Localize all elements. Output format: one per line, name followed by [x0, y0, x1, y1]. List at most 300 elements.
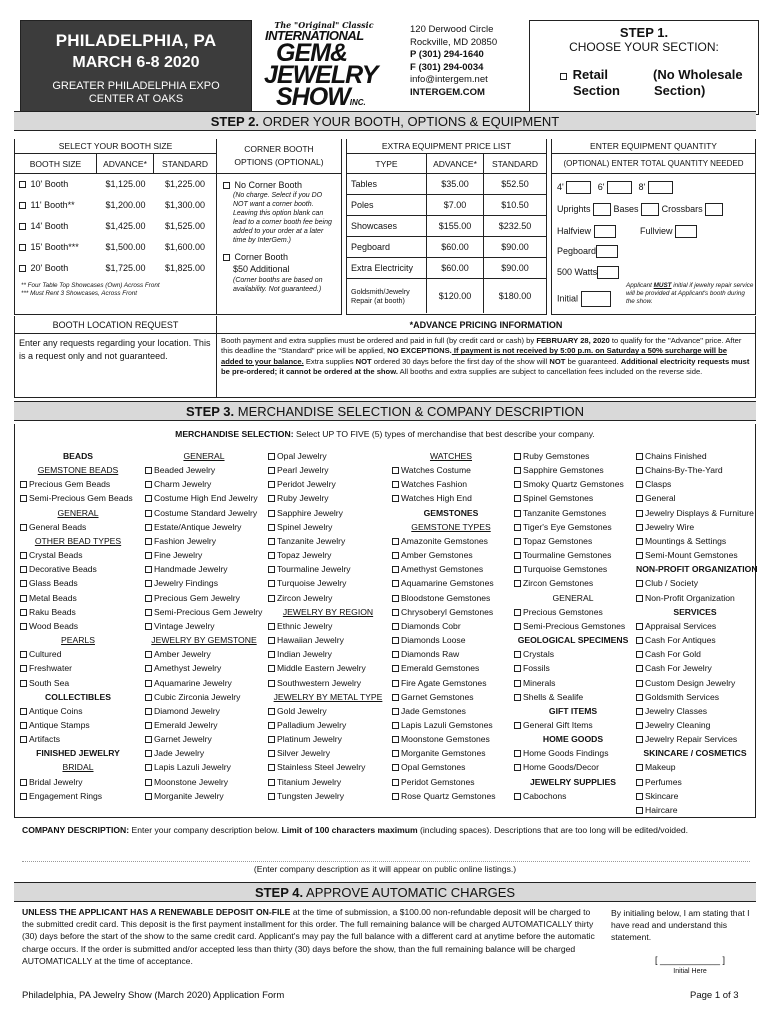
checkbox[interactable]: [514, 623, 521, 630]
checkbox[interactable]: [514, 609, 521, 616]
checkbox[interactable]: [268, 736, 275, 743]
checkbox[interactable]: [20, 524, 27, 531]
merchandise-option[interactable]: Emerald Gemstones: [392, 661, 510, 675]
step4-heading: STEP 4. APPROVE AUTOMATIC CHARGES: [14, 882, 756, 902]
checkbox[interactable]: [514, 580, 521, 587]
booth-size-row[interactable]: 15' Booth*** $1,500.00 $1,600.00: [15, 237, 216, 258]
checkbox[interactable]: [514, 793, 521, 800]
merchandise-option[interactable]: Semi-Mount Gemstones: [636, 548, 754, 562]
merchandise-category-heading: WATCHES: [429, 451, 472, 461]
merchandise-option[interactable]: Fashion Jewelry: [145, 534, 263, 548]
merchandise-option[interactable]: Haircare: [636, 803, 754, 817]
checkbox[interactable]: [392, 580, 399, 587]
checkbox[interactable]: [145, 595, 152, 602]
merchandise-option[interactable]: Mountings & Settings: [636, 534, 754, 548]
checkbox[interactable]: [145, 467, 152, 474]
initial-here-field[interactable]: [ ____________ ]: [654, 955, 726, 965]
repair-initial-note: Applicant MUST initial if jewelry repair service will be provided at Applicant's booth during the show.: [626, 282, 754, 305]
merchandise-option[interactable]: Titanium Jewelry: [268, 775, 388, 789]
checkbox[interactable]: [20, 623, 27, 630]
merchandise-option[interactable]: Costume Standard Jewelry: [145, 506, 263, 520]
checkbox[interactable]: [514, 651, 521, 658]
merchandise-option[interactable]: Peridot Jewelry: [268, 477, 388, 491]
company-description-input[interactable]: [22, 842, 750, 862]
checkbox[interactable]: [145, 793, 152, 800]
checkbox[interactable]: [392, 694, 399, 701]
checkbox[interactable]: [145, 651, 152, 658]
email-link[interactable]: info@intergem.net: [410, 74, 488, 86]
checkbox[interactable]: [514, 764, 521, 771]
merchandise-option[interactable]: Palladium Jewelry: [268, 718, 388, 732]
checkbox[interactable]: [392, 481, 399, 488]
checkbox[interactable]: [145, 680, 152, 687]
merchandise-option[interactable]: Smoky Quartz Gemstones: [514, 477, 632, 491]
merchandise-option[interactable]: Home Goods Findings: [514, 746, 632, 760]
checkbox[interactable]: [20, 722, 27, 729]
checkbox[interactable]: [636, 736, 643, 743]
table-6ft-input[interactable]: [607, 181, 632, 194]
merchandise-option[interactable]: Antique Stamps: [20, 718, 136, 732]
merchandise-option[interactable]: Zircon Jewelry: [268, 591, 388, 605]
merchandise-option[interactable]: Turquoise Gemstones: [514, 562, 632, 576]
merchandise-option[interactable]: Garnet Gemstones: [392, 690, 510, 704]
merchandise-option[interactable]: Fine Jewelry: [145, 548, 263, 562]
checkbox[interactable]: [268, 595, 275, 602]
booth-size-table: SELECT YOUR BOOTH SIZE BOOTH SIZE ADVANCE* STANDARD 10' Booth $1,125.00 $1,225.00 11' Booth** $1,200.00 $1,300.00 14' Booth $1,425.00 $1,525.00 15' Booth*** $1,500.00 $1,600.00 20' Booth $1,725.00 $1,825.00 ** Four Table Top Showcases (Own) Across Front *** Must Rent 3 Showcases, Across Front: [14, 139, 217, 315]
merchandise-option[interactable]: Vintage Jewelry: [145, 619, 263, 633]
merchandise-option[interactable]: Wood Beads: [20, 619, 136, 633]
table-qty-row: 4' 6' 8': [557, 181, 673, 194]
merchandise-option[interactable]: Minerals: [514, 676, 632, 690]
pegboard-input[interactable]: [596, 245, 618, 258]
checkbox[interactable]: [268, 623, 275, 630]
checkbox[interactable]: [20, 552, 27, 559]
merchandise-option[interactable]: Chains Finished: [636, 449, 754, 463]
checkbox[interactable]: [268, 524, 275, 531]
merchandise-option[interactable]: Diamonds Loose: [392, 633, 510, 647]
checkbox[interactable]: [268, 665, 275, 672]
merchandise-option[interactable]: Chrysoberyl Gemstones: [392, 605, 510, 619]
checkbox[interactable]: [636, 807, 643, 814]
merchandise-option[interactable]: Morganite Jewelry: [145, 789, 263, 803]
checkbox[interactable]: [392, 793, 399, 800]
checkbox[interactable]: [20, 793, 27, 800]
checkbox[interactable]: [636, 552, 643, 559]
checkbox[interactable]: [514, 453, 521, 460]
checkbox[interactable]: [145, 694, 152, 701]
checkbox[interactable]: [514, 665, 521, 672]
checkbox[interactable]: [268, 467, 275, 474]
merchandise-option[interactable]: Bridal Jewelry: [20, 775, 136, 789]
merchandise-option[interactable]: Goldsmith Services: [636, 690, 754, 704]
merchandise-option[interactable]: Southwestern Jewelry: [268, 676, 388, 690]
merchandise-option[interactable]: Tiger's Eye Gemstones: [514, 520, 632, 534]
merchandise-option[interactable]: Cash For Jewelry: [636, 661, 754, 675]
checkbox[interactable]: [20, 566, 27, 573]
merchandise-option[interactable]: Amber Gemstones: [392, 548, 510, 562]
merchandise-option[interactable]: Jade Gemstones: [392, 704, 510, 718]
merchandise-option[interactable]: Watches Fashion: [392, 477, 510, 491]
checkbox[interactable]: [560, 73, 567, 80]
merchandise-option[interactable]: Ruby Jewelry: [268, 491, 388, 505]
checkbox[interactable]: [514, 538, 521, 545]
checkbox[interactable]: [19, 244, 26, 251]
checkbox[interactable]: [514, 694, 521, 701]
checkbox[interactable]: [20, 680, 27, 687]
merchandise-option[interactable]: Shells & Sealife: [514, 690, 632, 704]
merchandise-option[interactable]: Zircon Gemstones: [514, 576, 632, 590]
merchandise-option[interactable]: Beaded Jewelry: [145, 463, 263, 477]
checkbox[interactable]: [268, 453, 275, 460]
checkbox[interactable]: [392, 538, 399, 545]
checkbox[interactable]: [514, 680, 521, 687]
merchandise-option[interactable]: Appraisal Services: [636, 619, 754, 633]
booth-size-row[interactable]: 11' Booth** $1,200.00 $1,300.00: [15, 195, 216, 216]
merchandise-option[interactable]: Raku Beads: [20, 605, 136, 619]
checkbox[interactable]: [636, 481, 643, 488]
merchandise-option[interactable]: Peridot Gemstones: [392, 775, 510, 789]
checkbox[interactable]: [636, 623, 643, 630]
merchandise-option[interactable]: Antique Coins: [20, 704, 136, 718]
merchandise-option[interactable]: Jewelry Cleaning: [636, 718, 754, 732]
merchandise-option[interactable]: Handmade Jewelry: [145, 562, 263, 576]
merchandise-option[interactable]: Topaz Gemstones: [514, 534, 632, 548]
merchandise-option[interactable]: Middle Eastern Jewelry: [268, 661, 388, 675]
merchandise-option[interactable]: Jade Jewelry: [145, 746, 263, 760]
merchandise-option[interactable]: Pearl Jewelry: [268, 463, 388, 477]
checkbox[interactable]: [145, 552, 152, 559]
checkbox[interactable]: [392, 708, 399, 715]
merchandise-option[interactable]: Jewelry Repair Services: [636, 732, 754, 746]
merchandise-option[interactable]: Cash For Antiques: [636, 633, 754, 647]
crossbars-input[interactable]: [705, 203, 723, 216]
checkbox[interactable]: [145, 566, 152, 573]
checkbox[interactable]: [145, 764, 152, 771]
checkbox[interactable]: [514, 510, 521, 517]
merchandise-option[interactable]: Costume High End Jewelry: [145, 491, 263, 505]
merchandise-option[interactable]: Jewelry Findings: [145, 576, 263, 590]
checkbox[interactable]: [145, 665, 152, 672]
merchandise-option[interactable]: Cabochons: [514, 789, 632, 803]
merchandise-option[interactable]: Cultured: [20, 647, 136, 661]
checkbox[interactable]: [636, 793, 643, 800]
checkbox[interactable]: [145, 623, 152, 630]
checkbox[interactable]: [392, 665, 399, 672]
checkbox[interactable]: [268, 637, 275, 644]
checkbox[interactable]: [392, 764, 399, 771]
checkbox[interactable]: [514, 524, 521, 531]
merchandise-option[interactable]: Spinel Gemstones: [514, 491, 632, 505]
checkbox[interactable]: [636, 694, 643, 701]
checkbox[interactable]: [514, 566, 521, 573]
checkbox[interactable]: [636, 538, 643, 545]
checkbox[interactable]: [514, 495, 521, 502]
merchandise-option[interactable]: Moonstone Gemstones: [392, 732, 510, 746]
merchandise-option[interactable]: Engagement Rings: [20, 789, 136, 803]
merchandise-option[interactable]: Jewelry Displays & Furniture: [636, 506, 754, 520]
checkbox[interactable]: [392, 651, 399, 658]
checkbox[interactable]: [145, 722, 152, 729]
merchandise-category-heading: JEWELRY SUPPLIES: [530, 776, 616, 787]
merchandise-option[interactable]: Sapphire Jewelry: [268, 506, 388, 520]
checkbox[interactable]: [636, 764, 643, 771]
merchandise-option[interactable]: Diamonds Raw: [392, 647, 510, 661]
merchandise-option[interactable]: Diamonds Cobr: [392, 619, 510, 633]
merchandise-option[interactable]: Freshwater: [20, 661, 136, 675]
equipment-row: Poles $7.00 $10.50: [347, 195, 546, 216]
checkbox[interactable]: [392, 623, 399, 630]
merchandise-option[interactable]: Artifacts: [20, 732, 136, 746]
checkbox[interactable]: [636, 510, 643, 517]
checkbox[interactable]: [392, 779, 399, 786]
merchandise-option[interactable]: Tourmaline Jewelry: [268, 562, 388, 576]
checkbox[interactable]: [636, 779, 643, 786]
checkbox[interactable]: [223, 182, 230, 189]
merchandise-option[interactable]: Precious Gem Jewelry: [145, 591, 263, 605]
checkbox[interactable]: [268, 552, 275, 559]
merchandise-option[interactable]: Jewelry Wire: [636, 520, 754, 534]
automatic-charges-text: UNLESS THE APPLICANT HAS A RENEWABLE DEPOSIT ON-FILE at the time of submission, a $100.00 non-refundable deposit will be charged to the submitted credit card. This deposit is the first payment installment for this order. The full remaining balance will be charged AUTOMATICALLY thirty (30) days before the start of the show to the same credit card. Applicant's may pay the full balance with a different card at anytime before the automatic charge occurs. If the order is submitted and/or accepted less than thirty (30) days before the show, than the full remaining balance will be charged AUTOMATICALLY at the time of acceptance.: [22, 907, 595, 966]
checkbox[interactable]: [268, 580, 275, 587]
fullview-input[interactable]: [675, 225, 697, 238]
checkbox[interactable]: [223, 254, 230, 261]
merchandise-option[interactable]: Precious Gemstones: [514, 605, 632, 619]
merchandise-option[interactable]: Amber Jewelry: [145, 647, 263, 661]
table-8ft-input[interactable]: [648, 181, 673, 194]
checkbox[interactable]: [20, 580, 27, 587]
merchandise-option[interactable]: Precious Gem Beads: [20, 477, 136, 491]
merchandise-option[interactable]: Fossils: [514, 661, 632, 675]
checkbox[interactable]: [268, 779, 275, 786]
merchandise-option[interactable]: Amethyst Gemstones: [392, 562, 510, 576]
booth-size-row[interactable]: 20' Booth $1,725.00 $1,825.00: [15, 258, 216, 279]
checkbox[interactable]: [392, 552, 399, 559]
checkbox[interactable]: [20, 651, 27, 658]
merchandise-option[interactable]: Watches High End: [392, 491, 510, 505]
merchandise-option[interactable]: Indian Jewelry: [268, 647, 388, 661]
merchandise-option[interactable]: Aquamarine Gemstones: [392, 576, 510, 590]
checkbox[interactable]: [392, 750, 399, 757]
merchandise-option[interactable]: General Beads: [20, 520, 136, 534]
merchandise-option[interactable]: Decorative Beads: [20, 562, 136, 576]
checkbox[interactable]: [145, 481, 152, 488]
merchandise-option[interactable]: Skincare: [636, 789, 754, 803]
checkbox[interactable]: [268, 481, 275, 488]
checkbox[interactable]: [268, 793, 275, 800]
checkbox[interactable]: [636, 651, 643, 658]
merchandise-option[interactable]: Bloodstone Gemstones: [392, 591, 510, 605]
checkbox[interactable]: [20, 595, 27, 602]
checkbox[interactable]: [392, 467, 399, 474]
checkbox[interactable]: [268, 538, 275, 545]
booth-size-row[interactable]: 10' Booth $1,125.00 $1,225.00: [15, 174, 216, 195]
checkbox[interactable]: [268, 750, 275, 757]
merchandise-option[interactable]: Perfumes: [636, 775, 754, 789]
merchandise-option[interactable]: Non-Profit Organization: [636, 591, 754, 605]
checkbox[interactable]: [636, 637, 643, 644]
footer-title: Philadelphia, PA Jewelry Show (March 2020) Application Form: [22, 990, 285, 1001]
merchandise-option[interactable]: Charm Jewelry: [145, 477, 263, 491]
merchandise-option[interactable]: Cash For Gold: [636, 647, 754, 661]
checkbox[interactable]: [268, 495, 275, 502]
checkbox[interactable]: [636, 665, 643, 672]
repair-initial-input[interactable]: [581, 291, 611, 307]
merchandise-option[interactable]: General Gift Items: [514, 718, 632, 732]
merchandise-option[interactable]: Lapis Lazuli Gemstones: [392, 718, 510, 732]
checkbox[interactable]: [145, 580, 152, 587]
merchandise-option[interactable]: Ethnic Jewelry: [268, 619, 388, 633]
watts-input[interactable]: [597, 266, 619, 279]
merchandise-option[interactable]: Opal Jewelry: [268, 449, 388, 463]
checkbox[interactable]: [145, 750, 152, 757]
checkbox[interactable]: [20, 779, 27, 786]
merchandise-option[interactable]: Stainless Steel Jewelry: [268, 760, 388, 774]
checkbox[interactable]: [392, 566, 399, 573]
checkbox[interactable]: [392, 722, 399, 729]
checkbox[interactable]: [514, 750, 521, 757]
merchandise-option[interactable]: Estate/Antique Jewelry: [145, 520, 263, 534]
merchandise-option[interactable]: Crystal Beads: [20, 548, 136, 562]
merchandise-option[interactable]: Hawaiian Jewelry: [268, 633, 388, 647]
merchandise-option[interactable]: Metal Beads: [20, 591, 136, 605]
merchandise-option[interactable]: Makeup: [636, 760, 754, 774]
checkbox[interactable]: [145, 495, 152, 502]
table-4ft-input[interactable]: [566, 181, 591, 194]
checkbox[interactable]: [514, 552, 521, 559]
merchandise-option[interactable]: Gold Jewelry: [268, 704, 388, 718]
checkbox[interactable]: [145, 609, 152, 616]
merchandise-option[interactable]: Spinel Jewelry: [268, 520, 388, 534]
merchandise-option[interactable]: Topaz Jewelry: [268, 548, 388, 562]
merchandise-option[interactable]: Jewelry Classes: [636, 704, 754, 718]
website-link[interactable]: INTERGEM.COM: [410, 86, 485, 98]
checkbox[interactable]: [268, 510, 275, 517]
retail-section-option[interactable]: Retail Section: [560, 67, 620, 99]
merchandise-option[interactable]: Sapphire Gemstones: [514, 463, 632, 477]
checkbox[interactable]: [20, 708, 27, 715]
checkbox[interactable]: [514, 467, 521, 474]
merchandise-option[interactable]: Opal Gemstones: [392, 760, 510, 774]
checkbox[interactable]: [145, 538, 152, 545]
merchandise-option[interactable]: Amethyst Jewelry: [145, 661, 263, 675]
checkbox[interactable]: [145, 736, 152, 743]
checkbox[interactable]: [268, 722, 275, 729]
merchandise-option[interactable]: Morganite Gemstones: [392, 746, 510, 760]
merchandise-option[interactable]: Semi-Precious Gem Beads: [20, 491, 136, 505]
checkbox[interactable]: [636, 453, 643, 460]
merchandise-option[interactable]: Tourmaline Gemstones: [514, 548, 632, 562]
uprights-input[interactable]: [593, 203, 611, 216]
checkbox[interactable]: [392, 736, 399, 743]
checkbox[interactable]: [268, 764, 275, 771]
merchandise-option[interactable]: Tanzanite Gemstones: [514, 506, 632, 520]
checkbox[interactable]: [19, 223, 26, 230]
checkbox[interactable]: [268, 566, 275, 573]
merchandise-option[interactable]: Platinum Jewelry: [268, 732, 388, 746]
merchandise-option[interactable]: Diamond Jewelry: [145, 704, 263, 718]
corner-booth-option[interactable]: Corner Booth $50 Additional: [217, 245, 341, 275]
checkbox[interactable]: [392, 595, 399, 602]
no-corner-option[interactable]: No Corner Booth: [217, 174, 341, 190]
checkbox[interactable]: [145, 524, 152, 531]
checkbox[interactable]: [392, 637, 399, 644]
checkbox[interactable]: [19, 265, 26, 272]
merchandise-option[interactable]: Club / Society: [636, 576, 754, 590]
checkbox[interactable]: [392, 495, 399, 502]
checkbox[interactable]: [268, 651, 275, 658]
checkbox[interactable]: [636, 595, 643, 602]
checkbox[interactable]: [19, 202, 26, 209]
checkbox[interactable]: [268, 708, 275, 715]
checkbox[interactable]: [20, 481, 27, 488]
checkbox[interactable]: [145, 779, 152, 786]
wholesale-note: (No Wholesale Section): [653, 67, 743, 98]
merchandise-option[interactable]: Amazonite Gemstones: [392, 534, 510, 548]
merchandise-option[interactable]: Semi-Precious Gemstones: [514, 619, 632, 633]
merchandise-category-heading: FINISHED JEWELRY: [36, 748, 120, 759]
merchandise-option[interactable]: Tanzanite Jewelry: [268, 534, 388, 548]
merchandise-option[interactable]: Fire Agate Gemstones: [392, 676, 510, 690]
merchandise-option[interactable]: Home Goods/Decor: [514, 760, 632, 774]
equipment-row: Tables $35.00 $52.50: [347, 174, 546, 195]
checkbox[interactable]: [636, 495, 643, 502]
checkbox[interactable]: [268, 680, 275, 687]
merchandise-option[interactable]: General: [636, 491, 754, 505]
checkbox[interactable]: [145, 510, 152, 517]
merchandise-category-heading: GEMSTONE TYPES: [411, 521, 491, 532]
merchandise-option[interactable]: Aquamarine Jewelry: [145, 676, 263, 690]
merchandise-option[interactable]: Rose Quartz Gemstones: [392, 789, 510, 803]
merchandise-option[interactable]: Cubic Zirconia Jewelry: [145, 690, 263, 704]
booth-size-row[interactable]: 14' Booth $1,425.00 $1,525.00: [15, 216, 216, 237]
checkbox[interactable]: [514, 722, 521, 729]
merchandise-option[interactable]: Emerald Jewelry: [145, 718, 263, 732]
checkbox[interactable]: [20, 736, 27, 743]
merchandise-option[interactable]: Semi-Precious Gem Jewelry: [145, 605, 263, 619]
bases-input[interactable]: [641, 203, 659, 216]
merchandise-option[interactable]: Garnet Jewelry: [145, 732, 263, 746]
merchandise-option[interactable]: Clasps: [636, 477, 754, 491]
checkbox[interactable]: [20, 495, 27, 502]
checkbox[interactable]: [19, 181, 26, 188]
merchandise-option[interactable]: Crystals: [514, 647, 632, 661]
merchandise-option[interactable]: Moonstone Jewelry: [145, 775, 263, 789]
checkbox[interactable]: [392, 680, 399, 687]
merchandise-option[interactable]: Tungsten Jewelry: [268, 789, 388, 803]
merchandise-option[interactable]: Custom Design Jewelry: [636, 676, 754, 690]
merchandise-option[interactable]: Glass Beads: [20, 576, 136, 590]
checkbox[interactable]: [392, 609, 399, 616]
checkbox[interactable]: [20, 665, 27, 672]
halfview-input[interactable]: [594, 225, 616, 238]
checkbox[interactable]: [636, 708, 643, 715]
checkbox[interactable]: [514, 481, 521, 488]
checkbox[interactable]: [636, 580, 643, 587]
merchandise-option[interactable]: Ruby Gemstones: [514, 449, 632, 463]
merchandise-option[interactable]: Watches Costume: [392, 463, 510, 477]
merchandise-option[interactable]: South Sea: [20, 676, 136, 690]
checkbox[interactable]: [636, 722, 643, 729]
merchandise-option[interactable]: Silver Jewelry: [268, 746, 388, 760]
merchandise-option[interactable]: Turquoise Jewelry: [268, 576, 388, 590]
checkbox[interactable]: [145, 708, 152, 715]
checkbox[interactable]: [20, 609, 27, 616]
merchandise-option[interactable]: Lapis Lazuli Jewelry: [145, 760, 263, 774]
merchandise-option[interactable]: Chains-By-The-Yard: [636, 463, 754, 477]
checkbox[interactable]: [636, 524, 643, 531]
checkbox[interactable]: [636, 680, 643, 687]
checkbox[interactable]: [636, 467, 643, 474]
